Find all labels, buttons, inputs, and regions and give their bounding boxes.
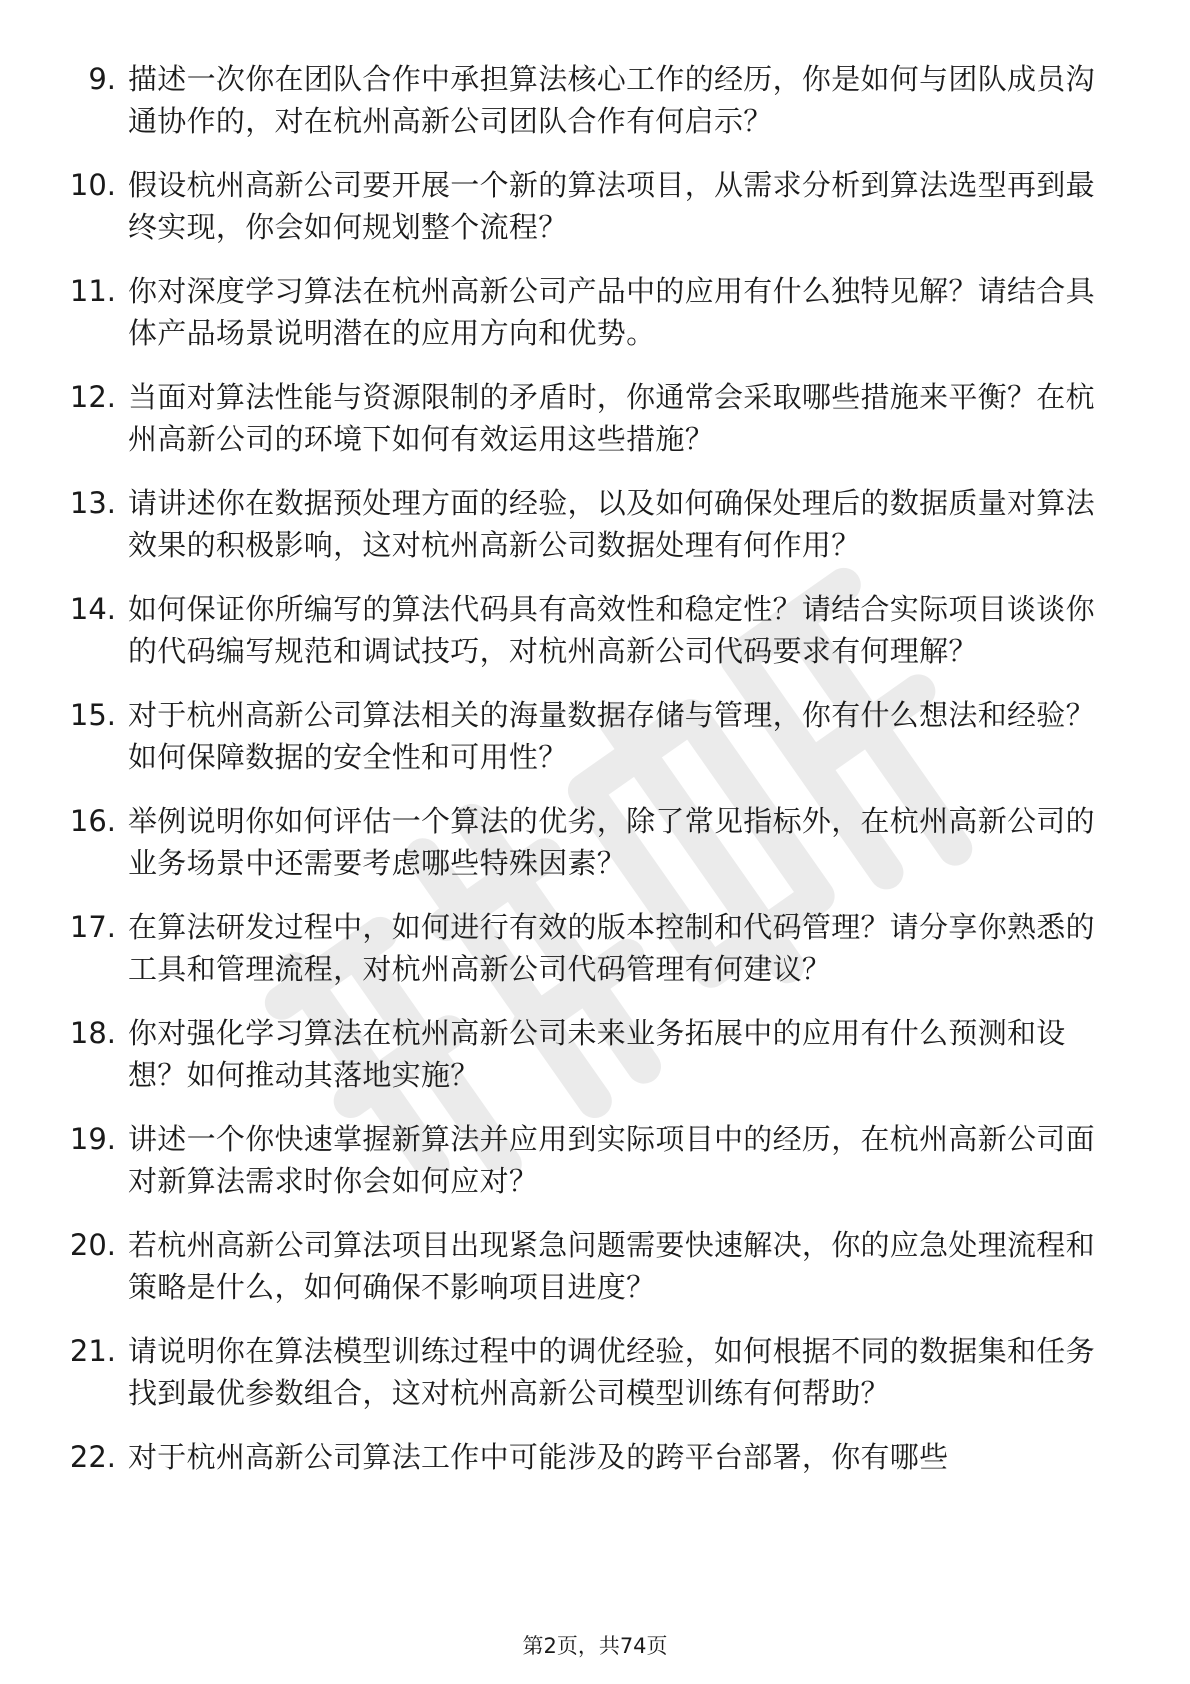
question-item <box>50 270 1110 354</box>
question-text: 请说明你在算法模型训练过程中的调优经验，如何根据不同的数据集和任务找到最优参数组合，这对杭州高新公司模型训练有何帮助？ <box>128 1334 1095 1410</box>
question-text: 对于杭州高新公司算法相关的海量数据存储与管理，你有什么想法和经验？如何保障数据的安全性和可用性？ <box>128 698 1095 774</box>
question-number: 17. <box>69 910 116 944</box>
question-number: 11. <box>69 274 116 308</box>
question-number: 21. <box>69 1334 116 1368</box>
question-text: 你对强化学习算法在杭州高新公司未来业务拓展中的应用有什么预测和设想？如何推动其落地实施？ <box>128 1016 1066 1092</box>
question-item <box>50 906 1110 990</box>
question-number: 16. <box>69 804 116 838</box>
question-text: 当面对算法性能与资源限制的矛盾时，你通常会采取哪些措施来平衡？在杭州高新公司的环境下如何有效运用这些措施？ <box>128 380 1095 456</box>
question-item <box>50 1330 1110 1414</box>
question-number: 18. <box>69 1016 116 1050</box>
question-text: 举例说明你如何评估一个算法的优劣，除了常见指标外，在杭州高新公司的业务场景中还需要考虑哪些特殊因素？ <box>128 804 1095 880</box>
question-text: 讲述一个你快速掌握新算法并应用到实际项目中的经历，在杭州高新公司面对新算法需求时你会如何应对？ <box>128 1122 1095 1198</box>
question-number: 20. <box>69 1228 116 1262</box>
question-item <box>50 1012 1110 1096</box>
question-number: 15. <box>69 698 116 732</box>
question-number: 22. <box>69 1440 116 1474</box>
question-number: 14. <box>69 592 116 626</box>
question-text: 在算法研发过程中，如何进行有效的版本控制和代码管理？请分享你熟悉的工具和管理流程，对杭州高新公司代码管理有何建议？ <box>128 910 1095 986</box>
question-text: 你对深度学习算法在杭州高新公司产品中的应用有什么独特见解？请结合具体产品场景说明潜在的应用方向和优势。 <box>128 274 1095 350</box>
question-item <box>50 588 1110 672</box>
question-number: 13. <box>69 486 116 520</box>
page-number: 第2页，共74页 <box>522 1634 668 1658</box>
question-item <box>50 694 1110 778</box>
question-number: 12. <box>69 380 116 414</box>
question-number: 9. <box>88 62 116 96</box>
question-text: 对于杭州高新公司算法工作中可能涉及的跨平台部署，你有哪些 <box>128 1440 949 1474</box>
question-item <box>50 1224 1110 1308</box>
question-item <box>50 376 1110 460</box>
question-item <box>50 800 1110 884</box>
question-item <box>50 164 1110 248</box>
question-text: 若杭州高新公司算法项目出现紧急问题需要快速解决，你的应急处理流程和策略是什么，如何确保不影响项目进度？ <box>128 1228 1095 1304</box>
question-number: 19. <box>69 1122 116 1156</box>
question-text: 请讲述你在数据预处理方面的经验，以及如何确保处理后的数据质量对算法效果的积极影响，这对杭州高新公司数据处理有何作用？ <box>128 486 1095 562</box>
question-text: 如何保证你所编写的算法代码具有高效性和稳定性？请结合实际项目谈谈你的代码编写规范和调试技巧，对杭州高新公司代码要求有何理解？ <box>128 592 1095 668</box>
question-number: 10. <box>69 168 116 202</box>
question-item <box>50 1118 1110 1202</box>
question-text: 描述一次你在团队合作中承担算法核心工作的经历，你是如何与团队成员沟通协作的，对在杭州高新公司团队合作有何启示？ <box>128 62 1095 138</box>
question-item <box>50 58 1110 142</box>
question-list <box>50 58 1110 1500</box>
question-item <box>50 482 1110 566</box>
question-text: 假设杭州高新公司要开展一个新的算法项目，从需求分析到算法选型再到最终实现，你会如何规划整个流程？ <box>128 168 1095 244</box>
question-item <box>50 1436 1110 1478</box>
